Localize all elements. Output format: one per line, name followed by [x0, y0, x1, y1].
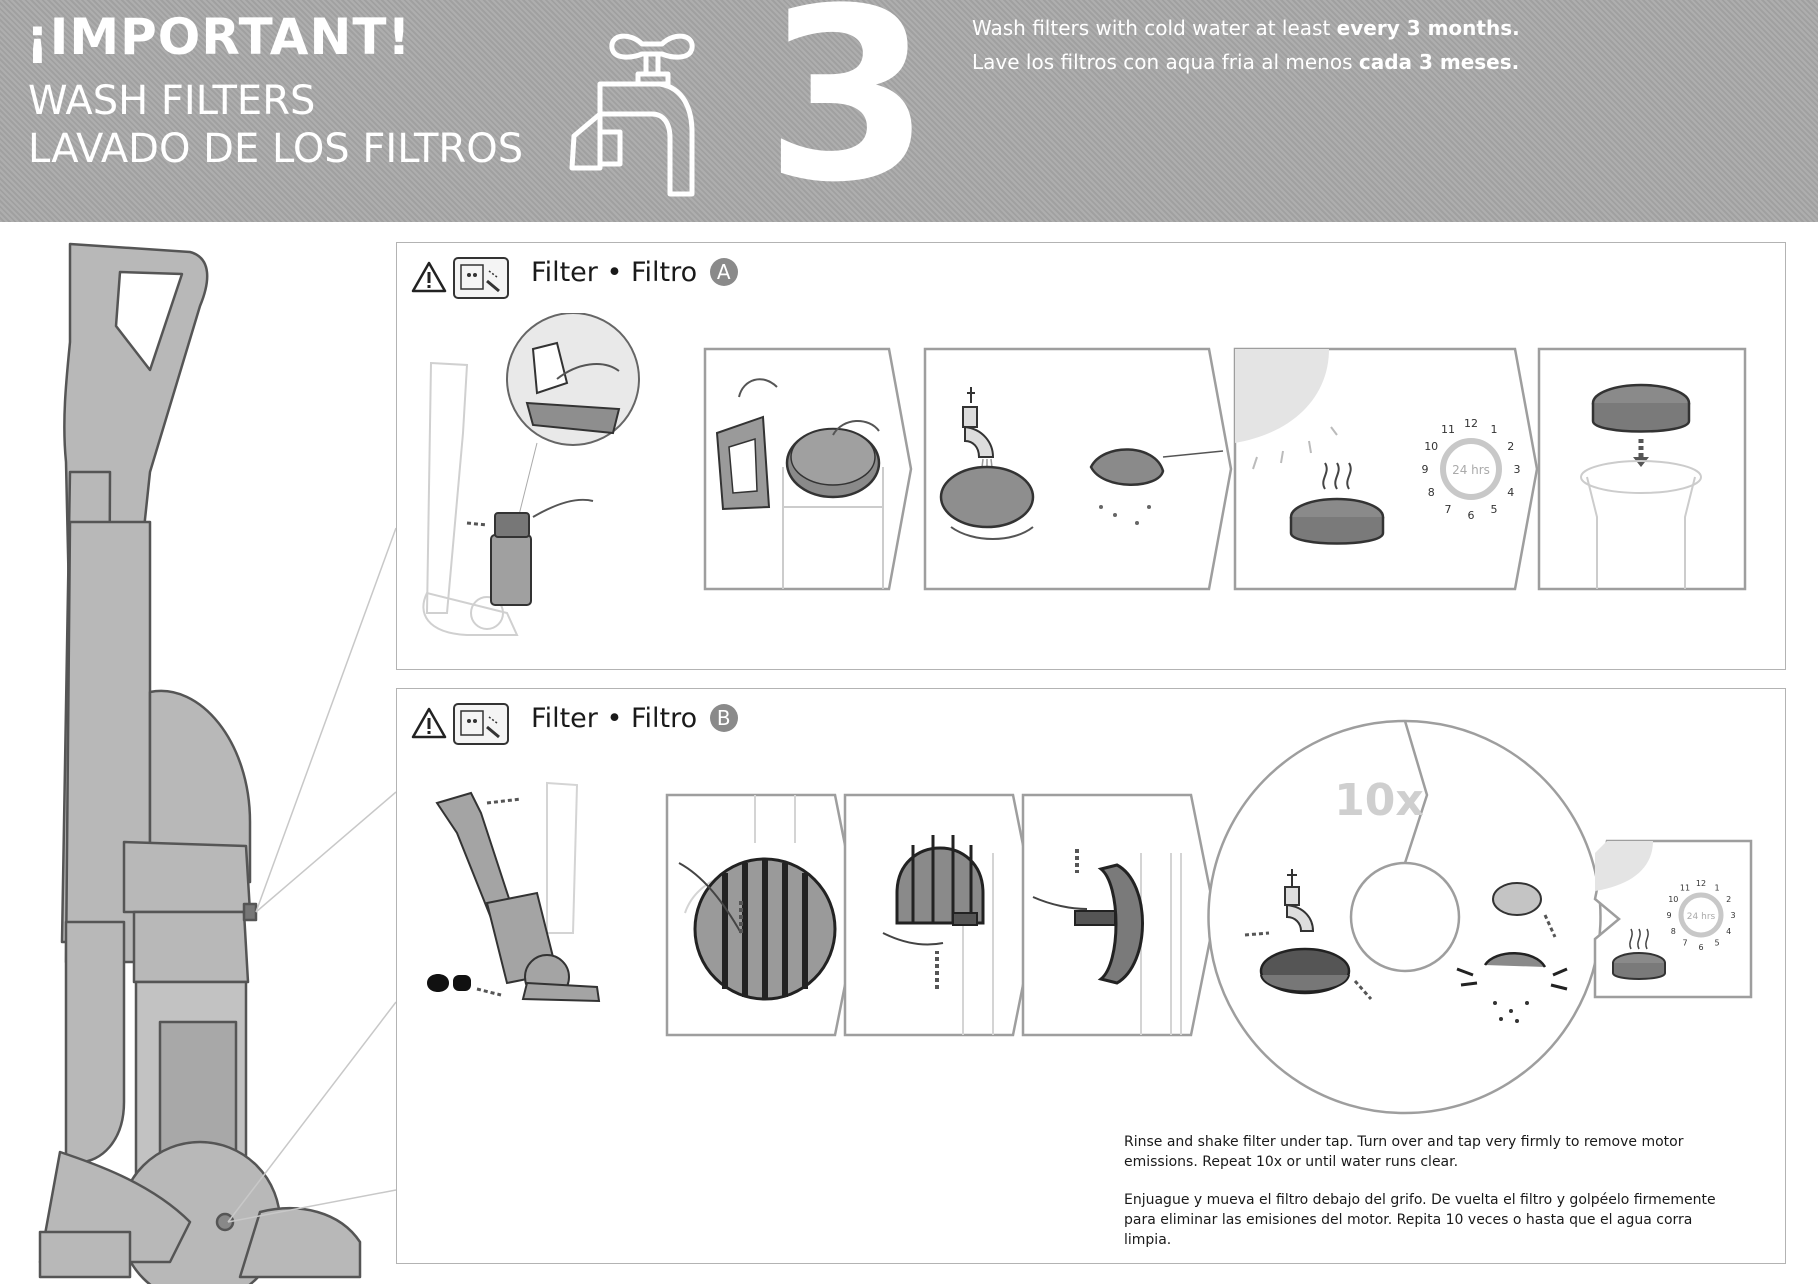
filter-a-letter-badge: A: [710, 258, 738, 286]
filter-a-step-remove: [703, 347, 913, 591]
filter-b-clock-number: 7: [1682, 938, 1688, 948]
filter-b-clock-number: 6: [1698, 943, 1704, 952]
rinse-instructions-english: Rinse and shake filter under tap. Turn over and tap very firmly to remove motor emissions. Repeat 10x or until water runs clear.: [1124, 1134, 1684, 1170]
filter-a-clock-number: 11: [1441, 423, 1455, 437]
big-number-three: 3: [765, 0, 931, 235]
filter-b-step-pull: [1021, 793, 1217, 1037]
warning-triangle-icon: [411, 707, 447, 739]
note-en-text: Wash filters with cold water at least: [972, 16, 1337, 40]
filter-a-clock-number: 8: [1427, 486, 1435, 499]
note-en-emphasis: every 3 months.: [1336, 16, 1520, 40]
filter-b-clock-number: 3: [1730, 911, 1736, 920]
rinse-instructions: [1124, 1132, 1734, 1268]
filter-a-clock-label: 24 hrs: [1452, 463, 1490, 477]
filter-a-clock-number: 12: [1464, 417, 1478, 430]
filter-b-title: [531, 703, 738, 734]
filter-b-clock-number: 8: [1670, 927, 1676, 936]
filter-b-intro-illustration: [427, 773, 617, 1013]
unplug-icon: [453, 257, 509, 299]
filter-a-clock-number: 6: [1467, 509, 1475, 522]
filter-a-clock-number: 2: [1507, 440, 1515, 453]
filter-b-clock-number: 1: [1714, 883, 1720, 893]
filter-a-step-wash: [923, 347, 1233, 591]
note-es-text: Lave los filtros con aqua fria al menos: [972, 50, 1359, 74]
water-tap-icon: [560, 14, 760, 214]
filter-b-clock-number: 2: [1726, 895, 1732, 904]
filter-b-clock-number: 12: [1695, 879, 1707, 888]
repeat-ten-times-label: 10x: [1334, 775, 1424, 826]
rinse-instructions-spanish: Enjuague y mueva el filtro debajo del grifo. De vuelta el filtro y golpéelo firmemente para eliminar las emisiones del motor. Repita 10 veces o hasta que el agua corra limpia.: [1124, 1192, 1716, 1248]
note-es-emphasis: cada 3 meses.: [1358, 50, 1520, 74]
filter-b-clock-label: 24 hrs: [1686, 912, 1716, 922]
header-banner: [0, 0, 1818, 235]
filter-b-letter-badge: B: [710, 704, 738, 732]
warning-triangle-icon: [411, 261, 447, 293]
filter-a-title: [531, 257, 738, 288]
filter-b-clock-number: 9: [1666, 911, 1672, 920]
filter-a-title-text: Filter • Filtro: [531, 257, 698, 288]
filter-b-clock-number: 4: [1726, 927, 1732, 936]
filter-b-step-rotate: [843, 793, 1039, 1037]
important-heading: ¡IMPORTANT!: [26, 8, 412, 66]
filter-b-clock-number: 11: [1679, 883, 1691, 893]
filter-a-clock-number: 5: [1490, 502, 1498, 516]
filter-a-clock-number: 7: [1444, 502, 1452, 516]
filter-b-step-dry: [1593, 839, 1753, 999]
filter-a-clock-number: 1: [1490, 423, 1498, 437]
filter-a-step-dry: [1233, 347, 1539, 591]
filter-a-intro-illustration: [407, 313, 657, 653]
filter-a-clock-number: 9: [1421, 463, 1429, 476]
filter-a-clock-number: 3: [1513, 463, 1521, 476]
interval-note-english: [972, 16, 1520, 40]
vacuum-cleaner-illustration: [0, 222, 400, 1284]
title-english: WASH FILTERS: [28, 78, 316, 124]
interval-note-spanish: [972, 50, 1519, 74]
filter-b-clock-number: 10: [1668, 895, 1679, 904]
filter-b-clock-number: 5: [1714, 938, 1720, 948]
title-spanish: LAVADO DE LOS FILTROS: [28, 126, 524, 172]
filter-a-step-reinstall: [1537, 347, 1747, 591]
filter-a-panel: [396, 242, 1786, 670]
filter-a-clock-number: 4: [1507, 486, 1515, 499]
unplug-icon: [453, 703, 509, 745]
filter-b-step-release: [665, 793, 861, 1037]
filter-a-clock-number: 10: [1424, 440, 1439, 453]
filter-b-title-text: Filter • Filtro: [531, 703, 698, 734]
filter-b-rinse-cycle: [1195, 719, 1615, 1119]
